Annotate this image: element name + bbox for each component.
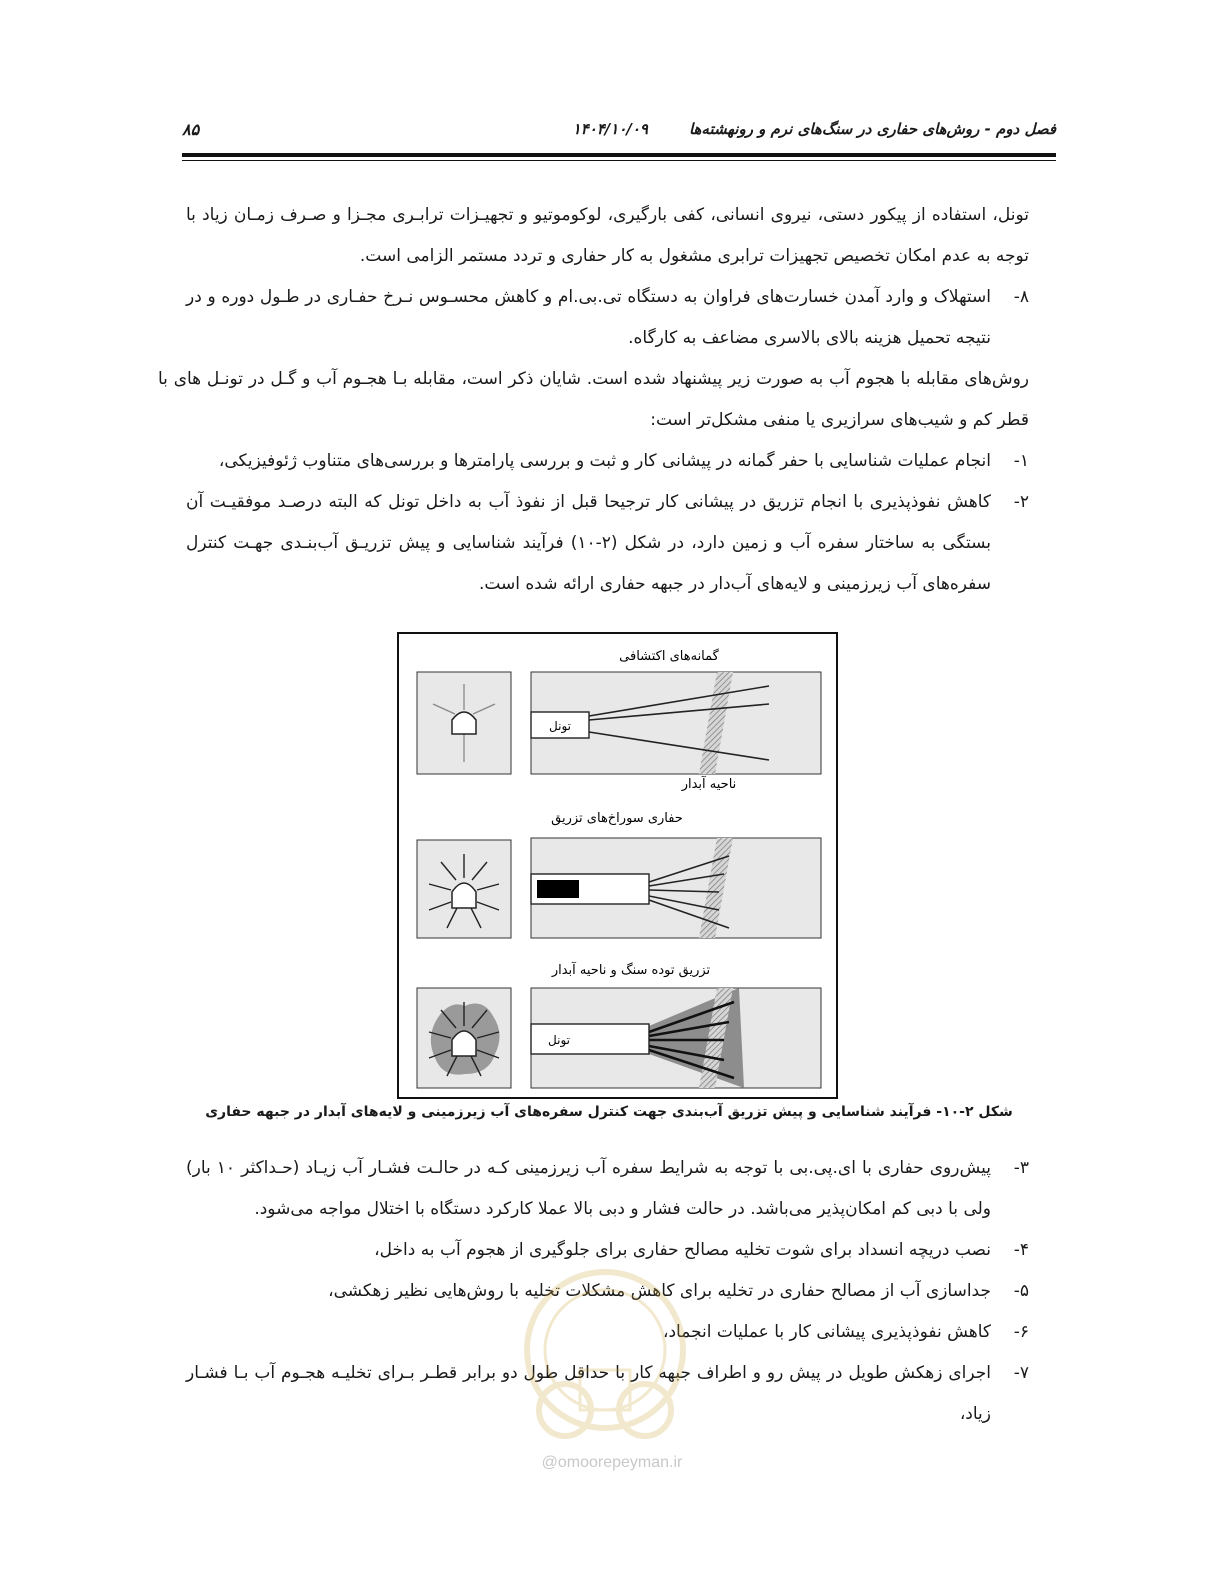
- list-item-6: ۶- کاهش نفوذپذیری پیشانی کار با عملیات انجماد،: [663, 1322, 1029, 1342]
- chapter-title: فصل دوم - روش‌های حفاری در سنگ‌های نرم و رونهشته‌ها: [688, 120, 1056, 138]
- tunnel-label-1: تونل: [549, 719, 571, 733]
- watermark-logo: [470, 1260, 740, 1470]
- list-item-4: ۴- نصب دریچه انسداد برای شوت تخلیه مصالح حفاری برای جلوگیری از هجوم آب به داخل،: [374, 1240, 1029, 1260]
- list-item-3: ۳- پیش‌روی حفاری با ای.پی.بی با توجه به شرایط سفره آب زیرزمینی کـه در حالـت فشـار آب زیـاد (حـداکثر ۱۰ بار) ولی با دبی کم امکان‌پذیر می‌باشد. در حالت فشار و دبی بالا عملا کارکرد دستگاه با اختلال مواجه می‌شود.: [186, 1158, 1029, 1219]
- list-item-5: ۵- جداسازی آب از مصالح حفاری در تخلیه برای کاهش مشکلات تخلیه با روش‌هایی نظیر زهکشی،: [328, 1281, 1029, 1301]
- tunnel-profile-1: [452, 712, 476, 734]
- paragraph-continued: تونل، استفاده از پیکور دستی، نیروی انسانی، کفی بارگیری، لوکوموتیو و تجهیـزات ترابـری مجـزا و صـرف زمـان زیاد با توجه به عدم امکان تخصیص تجهیزات ترابری مشغول به کار حفاری و تردد مستمر الزامی است.: [186, 205, 1029, 266]
- paragraph-water-inflow: روش‌های مقابله با هجوم آب به صورت زیر پیشنهاد شده است. شایان ذکر است، مقابله بـا هجـوم آب و گـل در تونـل های با قطر کم و شیب‌های سرازیری یا منفی مشکل‌تر است:: [158, 369, 1029, 430]
- tunnel-profile-2: [452, 883, 476, 908]
- header-date: ۱۴۰۴/۱۰/۰۹: [572, 120, 648, 138]
- header-divider: [182, 153, 1056, 157]
- figure-grouting-process: [397, 632, 838, 1099]
- figure-caption: شکل ۲-۱۰- فرآیند شناسایی و پیش تزریق آب‌بندی جهت کنترل سفره‌های آب زیرزمینی و لایه‌های آبدار در جبهه حفاری: [205, 1104, 1013, 1120]
- header-divider-thin: [182, 160, 1056, 161]
- running-header: [182, 118, 1056, 146]
- list-item-8: ۸- استهلاک و وارد آمدن خسارت‌های فراوان به دستگاه تی.بی.ام و کاهش محسـوس نـرخ حفـاری در طـول دوره و در نتیجه تحمیل هزینه بالای بالاسری مضاعف به کارگاه.: [186, 287, 1029, 348]
- list-item-1: ۱- انجام عملیات شناسایی با حفر گمانه در پیشانی کار و ثبت و بررسی پارامترها و بررسی‌های متناوب ژئوفیزیکی،: [218, 451, 1029, 471]
- tunnel-profile-3: [452, 1031, 476, 1056]
- redacted-label: [537, 880, 579, 898]
- page-number: ۸۵: [182, 120, 200, 139]
- panel1-title: گمانه‌های اکتشافی: [619, 649, 719, 664]
- body-text-top: [158, 195, 1029, 605]
- panel3-title: تزریق توده سنگ و ناحیه آبدار: [551, 963, 711, 978]
- watermark-url: @omoorepeyman.ir: [541, 1454, 683, 1471]
- tunnel-label-3: تونل: [548, 1033, 570, 1047]
- water-zone-label: ناحیه آبدار: [681, 777, 737, 792]
- figure-diagram: [399, 634, 836, 1097]
- list-item-7: ۷- اجرای زهکش طویل در پیش رو و اطراف جبهه کار با حداقل طول دو برابر قطـر بـرای تخلیـه هجـوم آب بـا فشـار زیاد،: [186, 1363, 1029, 1424]
- list-item-2: ۲- کاهش نفوذپذیری با انجام تزریق در پیشانی کار ترجیحا قبل از نفوذ آب به داخل تونل که البته درصـد موفقیـت آن بستگی به ساختار سفره آب و زمین دارد، در شکل (۲-۱۰) فرآیند شناسایی و پیش تزریـق آب‌بنـدی جهـت کنترل سفره‌های آب زیرزمینی و لایه‌های آب‌دار در جبهه حفاری ارائه شده است.: [186, 492, 1029, 594]
- panel2-title: حفاری سوراخ‌های تزریق: [551, 811, 683, 826]
